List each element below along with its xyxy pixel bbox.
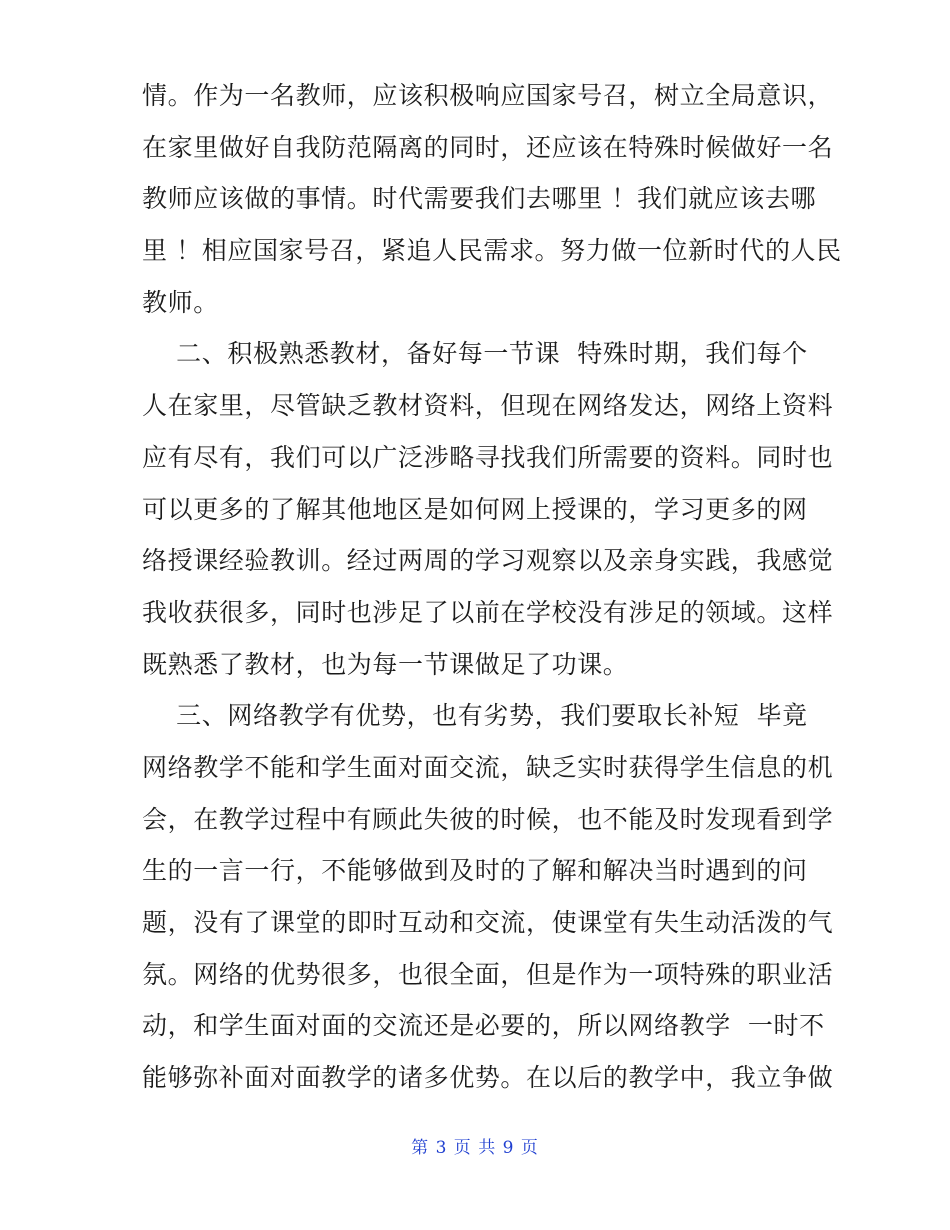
text-line: 我收获很多，同时也涉足了以前在学校没有涉足的领域。这样 [142,597,834,627]
text-line: 情。作为一名教师，应该积极响应国家号召，树立全局意识， [142,81,834,110]
text-line: 能够弥补面对面教学的诸多优势。在以后的教学中，我立争做 [142,1063,834,1093]
text-line: 在家里做好自我防范隔离的同时，还应该在特殊时候做好一名 [142,132,834,162]
text-line: 人在家里，尽管缺乏教材资料，但现在网络发达，网络上资料 [142,391,834,421]
text-line: 网络教学不能和学生面对面交流，缺乏实时获得学生信息的机 [142,752,834,782]
section-heading-line: 二、积极熟悉教材，备好每一节课 特殊时期，我们每个 [142,339,808,369]
text-line: 既熟悉了教材，也为每一节课做足了功课。 [142,649,629,679]
text-line: 应有尽有，我们可以广泛涉略寻找我们所需要的资料。同时也 [142,442,834,472]
text-line: 教师。 [142,287,219,317]
text-line: 会，在教学过程中有顾此失彼的时候，也不能及时发现看到学 [142,804,834,834]
text-line: 络授课经验教训。经过两周的学习观察以及亲身实践，我感觉 [142,546,834,576]
text-line: 题，没有了课堂的即时互动和交流，使课堂有失生动活泼的气 [142,908,834,937]
text-line: 教师应该做的事情。时代需要我们去哪里 ！我们就应该去哪 [142,184,817,214]
text-line: 可以更多的了解其他地区是如何网上授课的，学习更多的网 [142,494,808,524]
text-line: 动，和学生面对面的交流还是必要的，所以网络教学 一时不 [142,1011,825,1041]
page-number-footer: 第 3 页 共 9 页 [411,1138,539,1158]
body-text [142,70,842,1104]
text-line: 生的一言一行，不能够做到及时的了解和解决当时遇到的问 [142,856,808,886]
text-line: 氛。网络的优势很多，也很全面，但是作为一项特殊的职业活 [142,959,834,989]
section-heading-line: 三、网络教学有优势，也有劣势，我们要取长补短 毕竟 [142,701,808,731]
text-line: 里 ！相应国家号召，紧追人民需求。努力做一位新时代的人民 [142,236,842,266]
